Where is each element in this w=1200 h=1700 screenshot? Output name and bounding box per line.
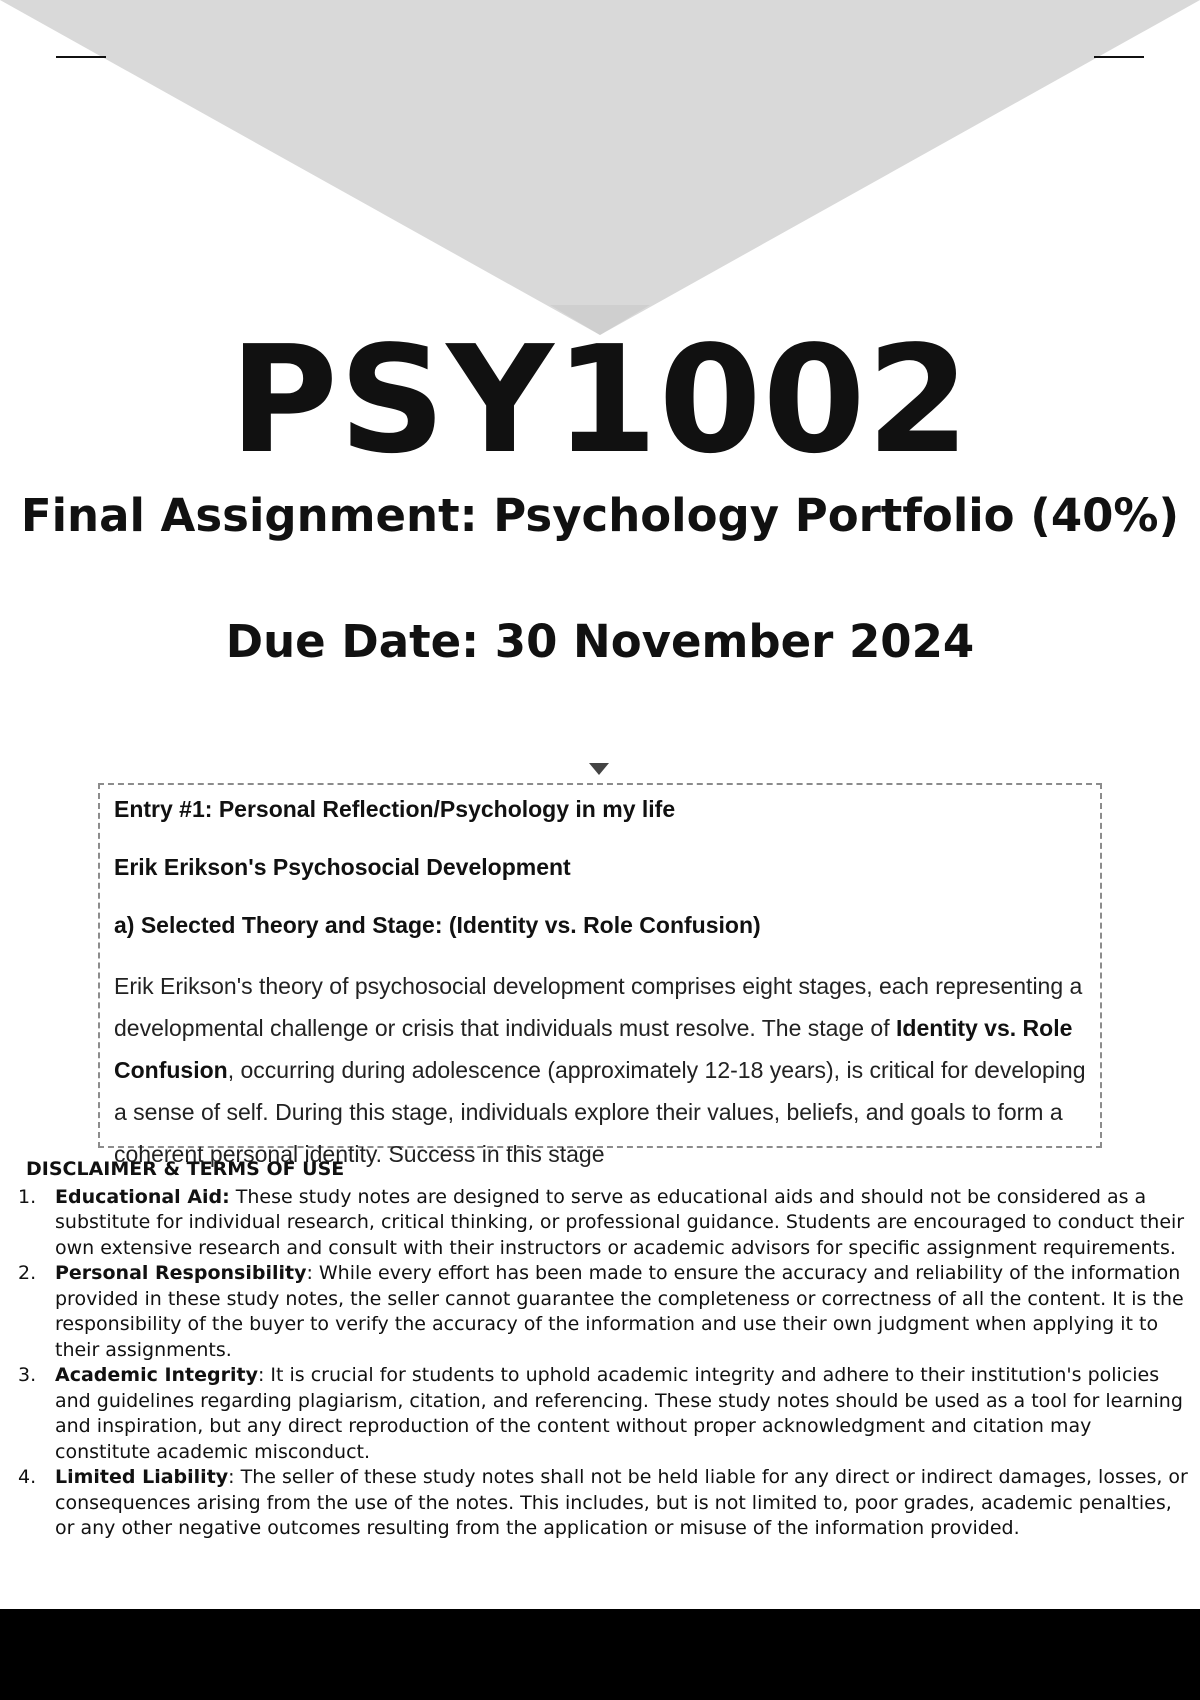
preview-body-paragraph	[114, 965, 1086, 1175]
item-label: Educational Aid:	[55, 1185, 230, 1208]
item-text: : It is crucial for students to uphold academic integrity and adhere to their institution's policies and guidelines regarding plagiarism, citation, and referencing. These study notes should be used as a tool for learning and inspiration, but any direct reproduction of the content without proper acknowledgment and citation may constitute academic misconduct.	[55, 1364, 1183, 1463]
course-code-title: PSY1002	[229, 314, 971, 486]
document-preview-box	[98, 783, 1102, 1167]
item-number: 2.	[18, 1262, 37, 1284]
entry-title: Entry #1: Personal Reflection/Psychology in my life	[114, 796, 676, 822]
item-text: : While every effort has been made to ensure the accuracy and reliability of the information provided in these study notes, the seller cannot guarantee the completeness or correctness of all the content. It is the responsibility of the buyer to verify the accuracy of the information and use their own judgment when applying it to their assignments.	[55, 1262, 1184, 1361]
due-date: Due Date: 30 November 2024	[225, 615, 975, 668]
item-label: Academic Integrity	[55, 1364, 258, 1386]
item-text: These study notes are designed to serve as educational aids and should not be considered as a substitute for individual research, critical thinking, or professional guidance. Students are encouraged to conduct their own extensive research and consult with their instructors or academic advisors for specific assignment requirements.	[55, 1185, 1185, 1259]
disclaimer-section	[18, 1157, 1188, 1542]
body-text-part2: , occurring during adolescence (approximately 12-18 years), is critical for developing a sense of self. During this stage, individuals explore their values, beliefs, and goals to form a coherent personal identity. Success in this stage	[114, 1057, 1086, 1167]
body-text-part1: Erik Erikson's theory of psychosocial development comprises eight stages, each representing a developmental challenge or crisis that individuals must resolve. The stage of	[114, 973, 1083, 1041]
footer-bar	[0, 1609, 1200, 1700]
header-chevron-graphic	[0, 0, 1200, 340]
body-text-bold: Identity vs. Role Confusion	[114, 1015, 1073, 1083]
item-text: : The seller of these study notes shall not be held liable for any direct or indirect damages, losses, or consequences arising from the use of the notes. This includes, but is not limited to, poor grades, academic penalties, or any other negative outcomes resulting from the application or misuse of the information provided.	[55, 1466, 1188, 1539]
item-number: 1.	[18, 1185, 37, 1208]
disclaimer-item	[18, 1185, 1188, 1262]
disclaimer-list	[18, 1185, 1188, 1542]
header-rule-right	[1094, 56, 1144, 58]
stage-heading: a) Selected Theory and Stage: (Identity vs. Role Confusion)	[114, 912, 761, 938]
disclaimer-item	[18, 1261, 1188, 1363]
item-label: Limited Liability	[55, 1466, 229, 1488]
item-number: 4.	[18, 1466, 37, 1488]
theory-heading: Erik Erikson's Psychosocial Development	[114, 854, 571, 880]
preview-expand-arrow-icon[interactable]	[589, 763, 609, 775]
header-rule-left	[56, 56, 106, 58]
item-label: Personal Responsibility	[55, 1262, 307, 1284]
disclaimer-item	[18, 1363, 1188, 1465]
assignment-subtitle: Final Assignment: Psychology Portfolio (40%)	[20, 489, 1180, 542]
disclaimer-item	[18, 1465, 1188, 1542]
disclaimer-heading: DISCLAIMER & TERMS OF USE	[26, 1158, 345, 1180]
item-number: 3.	[18, 1364, 37, 1386]
